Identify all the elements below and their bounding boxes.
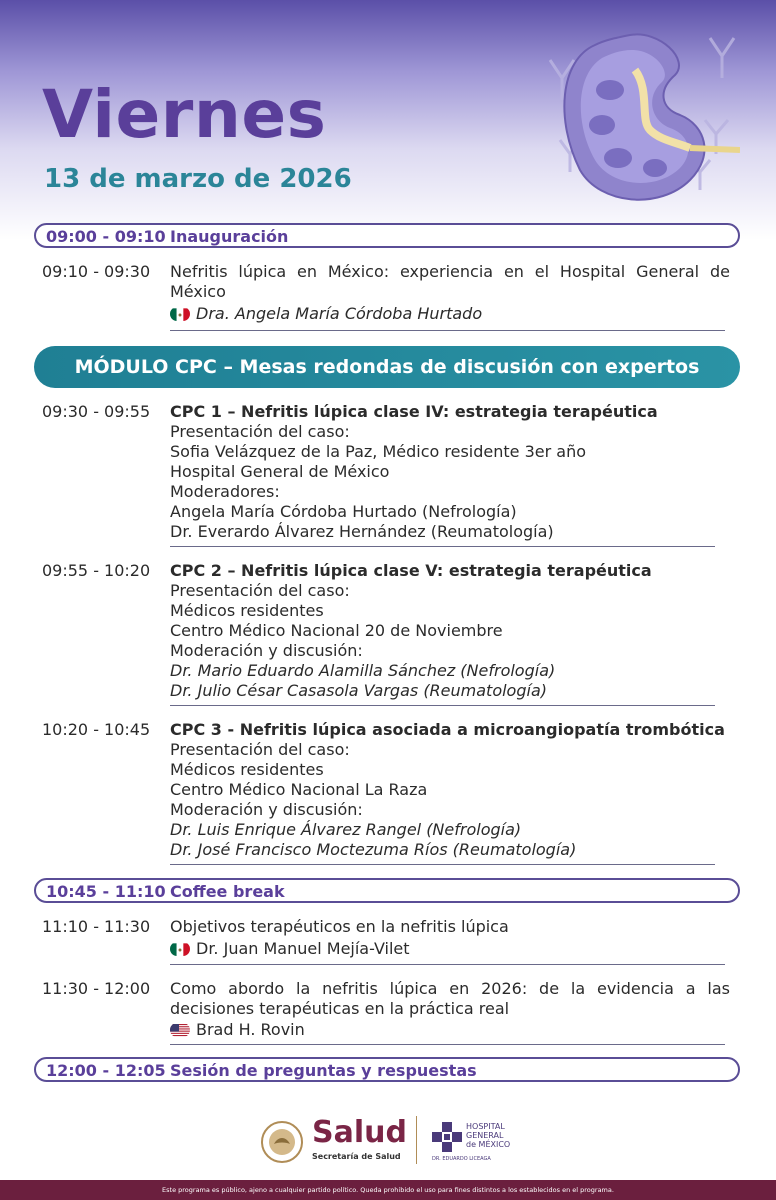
- divider: [170, 330, 725, 331]
- cpc-line: Centro Médico Nacional La Raza: [170, 780, 428, 799]
- cpc-title: CPC 2 – Nefritis lúpica clase V: estrategia terapéutica: [170, 561, 652, 580]
- divider: [170, 1044, 725, 1045]
- cpc-title: CPC 3 - Nefritis lúpica asociada a microangiopatía trombótica: [170, 720, 725, 739]
- cpc-line: Hospital General de México: [170, 462, 390, 481]
- day-title: Viernes: [42, 76, 327, 153]
- hospital-logo-line: GENERAL: [466, 1131, 504, 1140]
- talk-speaker: Brad H. Rovin: [196, 1020, 305, 1039]
- talk-time: 09:10 - 09:30: [42, 262, 151, 281]
- hospital-logo-line: HOSPITAL: [466, 1122, 505, 1131]
- cpc-item: [42, 720, 732, 860]
- cpc-time: 10:20 - 10:45: [42, 720, 151, 739]
- cpc-line: Sofia Velázquez de la Paz, Médico residente 3er año: [170, 442, 586, 461]
- footer-disclaimer: Este programa es público, ajeno a cualquier partido político. Queda prohibido el uso para fines distintos a los establecidos en el programa.: [0, 1180, 776, 1200]
- coffee-break-bar: [34, 878, 740, 903]
- divider: [170, 964, 725, 965]
- cpc-time: 09:30 - 09:55: [42, 402, 151, 421]
- talk-speaker-row: [170, 1020, 730, 1040]
- cpc-line: Moderación y discusión:: [170, 641, 363, 660]
- divider: [170, 705, 715, 706]
- talk-item: [42, 979, 732, 1043]
- talk-speaker-row: [170, 304, 730, 324]
- talk-time: 11:30 - 12:00: [42, 979, 151, 998]
- mexico-seal-icon: [260, 1120, 304, 1164]
- talk-title: Objetivos terapéuticos en la nefritis lúpica: [170, 917, 509, 936]
- cpc-line: Presentación del caso:: [170, 740, 350, 759]
- cpc-line: Presentación del caso:: [170, 581, 350, 600]
- cpc-line: Presentación del caso:: [170, 422, 350, 441]
- session-label: Inauguración: [170, 227, 289, 246]
- talk-item: [42, 262, 732, 326]
- cpc-item: [42, 402, 732, 542]
- cpc-line: Moderación y discusión:: [170, 800, 363, 819]
- session-label: Coffee break: [170, 882, 285, 901]
- cpc-moderator: Dr. José Francisco Moctezuma Ríos (Reumatología): [170, 840, 577, 859]
- session-label: Sesión de preguntas y respuestas: [170, 1061, 477, 1080]
- cpc-line: Moderadores:: [170, 482, 280, 501]
- cpc-moderator: Dr. Mario Eduardo Alamilla Sánchez (Nefrología): [170, 661, 556, 680]
- talk-details: [170, 262, 730, 324]
- cpc-time: 09:55 - 10:20: [42, 561, 151, 580]
- talk-details: [170, 979, 730, 1040]
- talk-speaker-row: [170, 939, 730, 959]
- inauguration-bar: [34, 223, 740, 248]
- module-banner: MÓDULO CPC – Mesas redondas de discusión con expertos: [34, 346, 740, 388]
- cpc-moderator: Dr. Luis Enrique Álvarez Rangel (Nefrología): [170, 820, 522, 839]
- mexico-flag-icon: [170, 942, 190, 956]
- hospital-logo-subtitle: DR. EDUARDO LICEAGA: [432, 1156, 491, 1162]
- talk-speaker: Dra. Angela María Córdoba Hurtado: [196, 304, 483, 323]
- talk-title: Como abordo la nefritis lúpica en 2026: de la evidencia a las decisiones terapéuticas en la práctica real: [170, 979, 730, 1018]
- cpc-details: [170, 561, 730, 701]
- talk-time: 11:10 - 11:30: [42, 917, 151, 936]
- usa-flag-icon: [170, 1023, 190, 1037]
- cpc-line: Centro Médico Nacional 20 de Noviembre: [170, 621, 503, 640]
- cpc-line: Dr. Everardo Álvarez Hernández (Reumatología): [170, 522, 554, 541]
- qa-bar: [34, 1057, 740, 1082]
- divider: [170, 864, 715, 865]
- salud-logo-text: Salud: [312, 1115, 407, 1150]
- cpc-title: CPC 1 – Nefritis lúpica clase IV: estrategia terapéutica: [170, 402, 658, 421]
- cpc-details: [170, 402, 730, 542]
- divider: [170, 546, 715, 547]
- event-date: 13 de marzo de 2026: [44, 164, 352, 194]
- sponsor-logos: [260, 1112, 530, 1172]
- cpc-line: Médicos residentes: [170, 760, 324, 779]
- talk-details: [170, 917, 730, 959]
- cpc-moderator: Dr. Julio César Casasola Vargas (Reumatología): [170, 681, 547, 700]
- cpc-details: [170, 720, 730, 860]
- salud-logo-subtitle: Secretaría de Salud: [312, 1152, 401, 1161]
- cpc-line: Angela María Córdoba Hurtado (Nefrología): [170, 502, 517, 521]
- talk-title: Nefritis lúpica en México: experiencia en el Hospital General de México: [170, 262, 730, 301]
- talk-item: [42, 917, 732, 961]
- kidney-illustration: [540, 30, 740, 205]
- hospital-logo-text: [466, 1122, 510, 1149]
- hospital-cross-icon: [432, 1122, 462, 1152]
- talk-speaker: Dr. Juan Manuel Mejía-Vilet: [196, 939, 410, 958]
- session-time: 10:45 - 11:10: [46, 882, 166, 901]
- logo-divider: [416, 1116, 417, 1164]
- session-time: 09:00 - 09:10: [46, 227, 166, 246]
- mexico-flag-icon: [170, 307, 190, 321]
- hospital-logo-line: de MÉXICO: [466, 1140, 511, 1149]
- cpc-line: Médicos residentes: [170, 601, 324, 620]
- cpc-item: [42, 561, 732, 701]
- session-time: 12:00 - 12:05: [46, 1061, 166, 1080]
